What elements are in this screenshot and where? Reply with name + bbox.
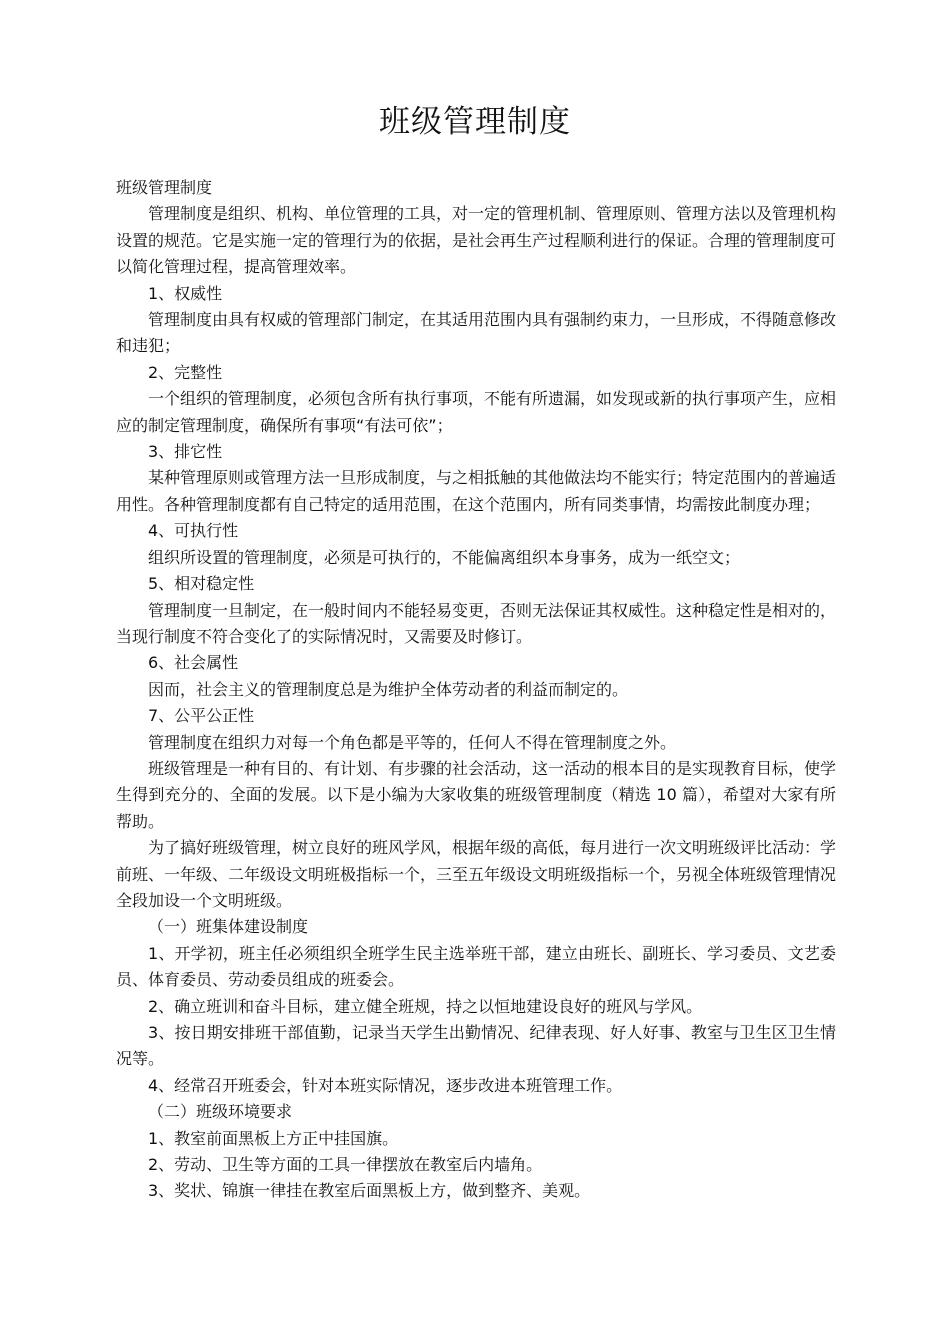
document-title: 班级管理制度 <box>379 104 571 140</box>
property-text: 因而，社会主义的管理制度总是为维护全体劳动者的利益而制定的。 <box>148 679 629 699</box>
property-heading: 4、可执行性 <box>148 521 239 541</box>
intro-paragraph: 管理制度是组织、机构、单位管理的工具，对一定的管理机制、管理原则、管理方法以及管理机构设置的规范。它是实施一定的管理行为的依据，是社会再生产过程顺利进行的保证。合理的管理制度可以简化管理过程，提高管理效率。 <box>116 204 837 277</box>
section-item: 1、开学初，班主任必须组织全班学生民主选举班干部，建立由班长、副班长、学习委员、文艺委员、体育委员、劳动委员组成的班委会。 <box>116 943 836 990</box>
property-heading: 6、社会属性 <box>148 653 239 673</box>
section-heading: （二）班级环境要求 <box>148 1102 293 1122</box>
property-text: 一个组织的管理制度，必须包含所有执行事项，不能有所遗漏，如发现或新的执行事项产生，应相应的制定管理制度，确保所有事项“有法可依”； <box>116 389 837 435</box>
property-heading: 1、权威性 <box>148 283 223 303</box>
section-item: 2、劳动、卫生等方面的工具一律摆放在教室后内墙角。 <box>148 1155 543 1175</box>
property-text: 管理制度一旦制定，在一般时间内不能轻易变更，否则无法保证其权威性。这种稳定性是相对的，当现行制度不符合变化了的实际情况时，又需要及时修订。 <box>116 600 837 646</box>
section-item: 3、奖状、锦旗一律挂在教室后面黑板上方，做到整齐、美观。 <box>148 1181 591 1201</box>
property-text: 管理制度在组织力对每一个角色都是平等的，任何人不得在管理制度之外。 <box>148 732 677 752</box>
summary-paragraph: 班级管理是一种有目的、有计划、有步骤的社会活动，这一活动的根本目的是实现教育目标，使学生得到充分的、全面的发展。以下是小编为大家收集的班级管理制度（精选 10 篇），希望对大家有所帮助。 <box>116 758 837 831</box>
section-item: 4、经常召开班委会，针对本班实际情况，逐步改进本班管理工作。 <box>148 1075 623 1095</box>
property-heading: 2、完整性 <box>148 362 223 382</box>
property-heading: 7、公平公正性 <box>148 706 255 726</box>
property-heading: 3、排它性 <box>148 442 223 462</box>
property-text: 管理制度由具有权威的管理部门制定，在其适用范围内具有强制约束力，一旦形成，不得随意修改和违犯； <box>116 310 837 356</box>
subtitle: 班级管理制度 <box>116 178 213 197</box>
section-item: 2、确立班训和奋斗目标，建立健全班规，持之以恒地建设良好的班风与学风。 <box>148 996 703 1016</box>
section-item: 3、按日期安排班干部值勤，记录当天学生出勤情况、纪律表现、好人好事、教室与卫生区卫生情况等。 <box>116 1023 836 1069</box>
property-heading: 5、相对稳定性 <box>148 574 255 594</box>
section-heading: （一）班集体建设制度 <box>148 917 309 937</box>
section-item: 1、教室前面黑板上方正中挂国旗。 <box>148 1128 399 1148</box>
property-text: 某种管理原则或管理方法一旦形成制度，与之相抵触的其他做法均不能实行；特定范围内的普遍适用性。各种管理制度都有自己特定的适用范围，在这个范围内，所有同类事情，均需按此制度办理； <box>116 468 837 514</box>
property-text: 组织所设置的管理制度，必须是可执行的，不能偏离组织本身事务，成为一纸空文； <box>148 547 741 567</box>
document-body <box>116 175 836 1205</box>
summary-paragraph: 为了搞好班级管理，树立良好的班风学风，根据年级的高低，每月进行一次文明班级评比活动：学前班、一年级、二年级设文明班极指标一个，三至五年级设文明班级指标一个，另视全体班级管理情况全段加设一个文明班级。 <box>116 838 837 910</box>
